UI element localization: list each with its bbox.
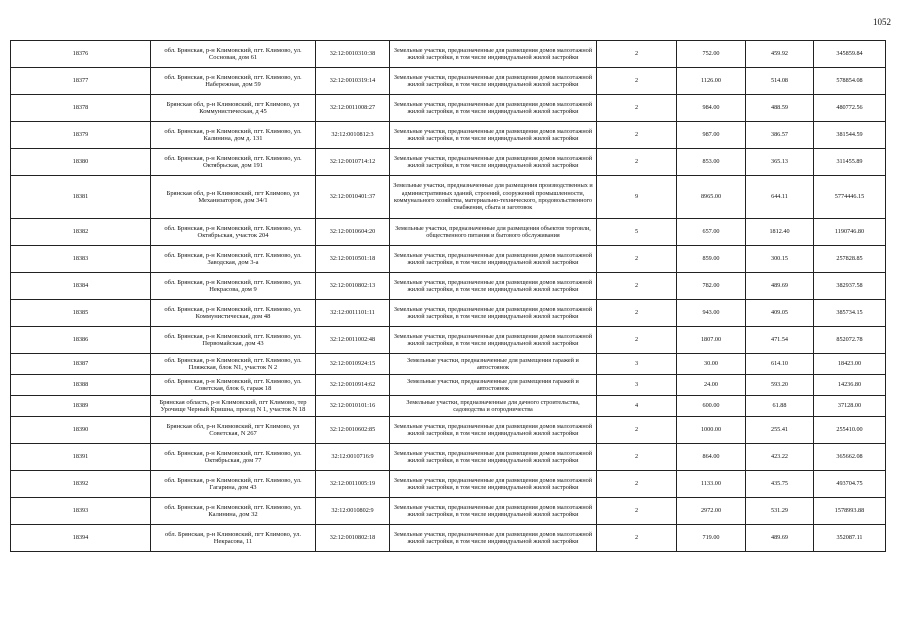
address-cell: обл. Брянская, р-н Климовский, пгт. Климово, ул. Гагарина, дом 43 [151,471,316,498]
specific-value-cell: 489.69 [746,273,814,300]
table-row [11,471,886,498]
table-row [11,176,886,219]
land-category-cell: Земельные участки, предназначенные для размещения домов малоэтажной жилой застройки, в том числе индивидуальной жилой застройки [390,95,597,122]
address-cell: обл. Брянская, р-н Климовский, пгт. Климово, ул. Октябрьская, дом 77 [151,444,316,471]
cadastral-value-cell: 578854.08 [814,68,886,95]
cadastral-value-cell: 311455.89 [814,149,886,176]
area-cell: 782.00 [677,273,746,300]
row-number-cell: 18394 [11,525,151,552]
land-category-cell: Земельные участки, предназначенные для размещения объектов торговли, общественного питания и бытового обслуживания [390,219,597,246]
cadastral-number-cell: 32:12:0010812:3 [316,122,390,149]
group-cell: 2 [597,417,677,444]
row-number-cell: 18380 [11,149,151,176]
row-number-cell: 18385 [11,300,151,327]
area-cell: 657.00 [677,219,746,246]
cadastral-value-cell: 5774446.15 [814,176,886,219]
row-number-cell: 18388 [11,375,151,396]
area-cell: 1133.00 [677,471,746,498]
land-category-cell: Земельные участки, предназначенные для размещения домов малоэтажной жилой застройки, в том числе индивидуальной жилой застройки [390,300,597,327]
cadastral-value-cell: 381544.59 [814,122,886,149]
specific-value-cell: 593.20 [746,375,814,396]
table-row [11,122,886,149]
table-row [11,41,886,68]
table-row [11,354,886,375]
cadastral-number-cell: 32:12:0011005:19 [316,471,390,498]
cadastral-value-cell: 385734.15 [814,300,886,327]
area-cell: 943.00 [677,300,746,327]
address-cell: обл. Брянская, р-н Климовский, пгт. Климово, ул. Первомайская, дом 43 [151,327,316,354]
address-cell: обл. Брянская, р-н Климовский, пгт. Климово, ул. Сосновая, дом 61 [151,41,316,68]
land-category-cell: Земельные участки, предназначенные для размещения домов малоэтажной жилой застройки, в том числе индивидуальной жилой застройки [390,498,597,525]
group-cell: 2 [597,246,677,273]
cadastral-value-cell: 1578993.88 [814,498,886,525]
table-row [11,525,886,552]
cadastral-number-cell: 32:12:0010501:18 [316,246,390,273]
address-cell: обл. Брянская, р-н Климовский, пгт. Климово, ул. Советская, блок 6, гараж 18 [151,375,316,396]
area-cell: 859.00 [677,246,746,273]
area-cell: 1126.00 [677,68,746,95]
group-cell: 2 [597,525,677,552]
cadastral-number-cell: 32:12:0010914:62 [316,375,390,396]
area-cell: 752.00 [677,41,746,68]
row-number-cell: 18378 [11,95,151,122]
table-row [11,273,886,300]
cadastral-value-cell: 480772.56 [814,95,886,122]
group-cell: 5 [597,219,677,246]
group-cell: 2 [597,498,677,525]
group-cell: 9 [597,176,677,219]
row-number-cell: 18382 [11,219,151,246]
group-cell: 2 [597,300,677,327]
address-cell: обл. Брянская, р-н Климовский, пгт. Климово, ул. Калинина, дом д. 131 [151,122,316,149]
area-cell: 987.00 [677,122,746,149]
group-cell: 2 [597,41,677,68]
cadastral-number-cell: 32:12:0010802:9 [316,498,390,525]
area-cell: 24.00 [677,375,746,396]
cadastral-value-cell: 37128.00 [814,396,886,417]
cadastral-number-cell: 32:12:0010802:18 [316,525,390,552]
row-number-cell: 18376 [11,41,151,68]
address-cell: обл. Брянская, р-н Климовский, пгт Климово, ул. Некрасова, 11 [151,525,316,552]
specific-value-cell: 488.59 [746,95,814,122]
cadastral-value-cell: 382937.58 [814,273,886,300]
land-category-cell: Земельные участки, предназначенные для размещения гаражей и автостоянок [390,354,597,375]
address-cell: обл. Брянская, р-н Климовский, пгт. Климово, ул. Некрасова, дом 9 [151,273,316,300]
specific-value-cell: 423.22 [746,444,814,471]
row-number-cell: 18383 [11,246,151,273]
cadastral-number-cell: 32:12:0010802:13 [316,273,390,300]
land-category-cell: Земельные участки, предназначенные для размещения домов малоэтажной жилой застройки, в том числе индивидуальной жилой застройки [390,68,597,95]
cadastral-value-cell: 257828.85 [814,246,886,273]
area-cell: 719.00 [677,525,746,552]
cadastral-number-cell: 32:12:0010401:37 [316,176,390,219]
table-row [11,300,886,327]
row-number-cell: 18389 [11,396,151,417]
cadastral-value-cell: 255410.00 [814,417,886,444]
area-cell: 1000.00 [677,417,746,444]
row-number-cell: 18392 [11,471,151,498]
row-number-cell: 18384 [11,273,151,300]
row-number-cell: 18390 [11,417,151,444]
specific-value-cell: 1812.40 [746,219,814,246]
address-cell: Брянская обл, р-н Климовский, пгт Климово, ул Коммунистическая, д 45 [151,95,316,122]
specific-value-cell: 365.13 [746,149,814,176]
row-number-cell: 18379 [11,122,151,149]
area-cell: 8965.00 [677,176,746,219]
row-number-cell: 18393 [11,498,151,525]
cadastral-value-cell: 365662.08 [814,444,886,471]
row-number-cell: 18387 [11,354,151,375]
land-category-cell: Земельные участки, предназначенные для размещения производственных и административных зданий, строений, сооружений промышленности, коммунального хозяйства, материально-технического, продовольственного снабжения, сбыта и заготовок [390,176,597,219]
cadastral-value-cell: 493704.75 [814,471,886,498]
table-row [11,396,886,417]
row-number-cell: 18381 [11,176,151,219]
specific-value-cell: 435.75 [746,471,814,498]
group-cell: 4 [597,396,677,417]
specific-value-cell: 386.57 [746,122,814,149]
row-number-cell: 18391 [11,444,151,471]
group-cell: 2 [597,327,677,354]
area-cell: 600.00 [677,396,746,417]
group-cell: 2 [597,273,677,300]
specific-value-cell: 300.15 [746,246,814,273]
address-cell: Брянская область, р-н Климовский, пгт Климово, тер Урочище Черный Кришна, проезд N 1, участок N 18 [151,396,316,417]
land-category-cell: Земельные участки, предназначенные для размещения домов малоэтажной жилой застройки, в том числе индивидуальной жилой застройки [390,525,597,552]
land-category-cell: Земельные участки, предназначенные для размещения домов малоэтажной жилой застройки, в том числе индивидуальной жилой застройки [390,327,597,354]
cadastral-number-cell: 32:12:0010602:85 [316,417,390,444]
area-cell: 984.00 [677,95,746,122]
row-number-cell: 18377 [11,68,151,95]
land-registry-table [10,40,886,552]
cadastral-number-cell: 32:12:0011008:27 [316,95,390,122]
table-row [11,68,886,95]
cadastral-value-cell: 852072.78 [814,327,886,354]
group-cell: 2 [597,444,677,471]
specific-value-cell: 61.88 [746,396,814,417]
specific-value-cell: 409.05 [746,300,814,327]
area-cell: 30.00 [677,354,746,375]
group-cell: 2 [597,122,677,149]
specific-value-cell: 255.41 [746,417,814,444]
cadastral-value-cell: 1190746.80 [814,219,886,246]
cadastral-value-cell: 14236.80 [814,375,886,396]
cadastral-number-cell: 32:12:0010714:12 [316,149,390,176]
cadastral-value-cell: 352087.11 [814,525,886,552]
land-category-cell: Земельные участки, предназначенные для размещения домов малоэтажной жилой застройки, в том числе индивидуальной жилой застройки [390,417,597,444]
cadastral-number-cell: 32:12:0010716:9 [316,444,390,471]
specific-value-cell: 644.11 [746,176,814,219]
land-category-cell: Земельные участки, предназначенные для размещения гаражей и автостоянок [390,375,597,396]
land-category-cell: Земельные участки, предназначенные для размещения домов малоэтажной жилой застройки, в том числе индивидуальной жилой застройки [390,471,597,498]
table-row [11,417,886,444]
address-cell: Брянская обл, р-н Климовский, пгт Климово, ул Советская, N 267 [151,417,316,444]
land-category-cell: Земельные участки, предназначенные для размещения домов малоэтажной жилой застройки, в том числе индивидуальной жилой застройки [390,273,597,300]
address-cell: обл. Брянская, р-н Климовский, пгт. Климово, ул. Октябрьская, дом 191 [151,149,316,176]
specific-value-cell: 471.54 [746,327,814,354]
land-category-cell: Земельные участки, предназначенные для размещения домов малоэтажной жилой застройки, в том числе индивидуальной жилой застройки [390,149,597,176]
table-row [11,219,886,246]
area-cell: 1807.00 [677,327,746,354]
table-row [11,246,886,273]
land-category-cell: Земельные участки, предназначенные для дачного строительства, садоводства и огородничества [390,396,597,417]
table-row [11,95,886,122]
table-row [11,444,886,471]
cadastral-number-cell: 32:12:0010310:38 [316,41,390,68]
table-row [11,149,886,176]
area-cell: 864.00 [677,444,746,471]
cadastral-number-cell: 32:12:0011002:48 [316,327,390,354]
address-cell: Брянская обл, р-н Климовский, пгт Климово, ул Механизаторов, дом 34/1 [151,176,316,219]
table-row [11,327,886,354]
page-number: 1052 [873,17,891,27]
address-cell: обл. Брянская, р-н Климовский, пгт. Климово, ул. Октябрьская, участок 204 [151,219,316,246]
specific-value-cell: 514.08 [746,68,814,95]
table-row [11,375,886,396]
row-number-cell: 18386 [11,327,151,354]
cadastral-number-cell: 32:12:0010604:20 [316,219,390,246]
specific-value-cell: 614.10 [746,354,814,375]
group-cell: 3 [597,375,677,396]
address-cell: обл. Брянская, р-н Климовский, пгт. Климово, ул. Калинина, дом 32 [151,498,316,525]
specific-value-cell: 459.92 [746,41,814,68]
land-category-cell: Земельные участки, предназначенные для размещения домов малоэтажной жилой застройки, в том числе индивидуальной жилой застройки [390,122,597,149]
specific-value-cell: 489.69 [746,525,814,552]
group-cell: 2 [597,95,677,122]
land-category-cell: Земельные участки, предназначенные для размещения домов малоэтажной жилой застройки, в том числе индивидуальной жилой застройки [390,444,597,471]
cadastral-number-cell: 32:12:0010924:15 [316,354,390,375]
table-body [11,41,886,552]
address-cell: обл. Брянская, р-н Климовский, пгт. Климово, ул. Пляжская, блок N1, участок N 2 [151,354,316,375]
cadastral-number-cell: 32:12:0010319:14 [316,68,390,95]
group-cell: 2 [597,68,677,95]
area-cell: 853.00 [677,149,746,176]
group-cell: 2 [597,149,677,176]
specific-value-cell: 531.29 [746,498,814,525]
land-category-cell: Земельные участки, предназначенные для размещения домов малоэтажной жилой застройки, в том числе индивидуальной жилой застройки [390,246,597,273]
area-cell: 2972.00 [677,498,746,525]
land-category-cell: Земельные участки, предназначенные для размещения домов малоэтажной жилой застройки, в том числе индивидуальной жилой застройки [390,41,597,68]
cadastral-number-cell: 32:12:0011101:11 [316,300,390,327]
cadastral-number-cell: 32:12:0010101:16 [316,396,390,417]
table-row [11,498,886,525]
address-cell: обл. Брянская, р-н Климовский, пгт. Климово, ул. Набережная, дом 59 [151,68,316,95]
address-cell: обл. Брянская, р-н Климовский, пгт. Климово, ул. Коммунистическая, дом 48 [151,300,316,327]
group-cell: 3 [597,354,677,375]
group-cell: 2 [597,471,677,498]
address-cell: обл. Брянская, р-н Климовский, пгт. Климово, ул. Заводская, дом 3-а [151,246,316,273]
cadastral-value-cell: 345859.84 [814,41,886,68]
cadastral-value-cell: 18423.00 [814,354,886,375]
